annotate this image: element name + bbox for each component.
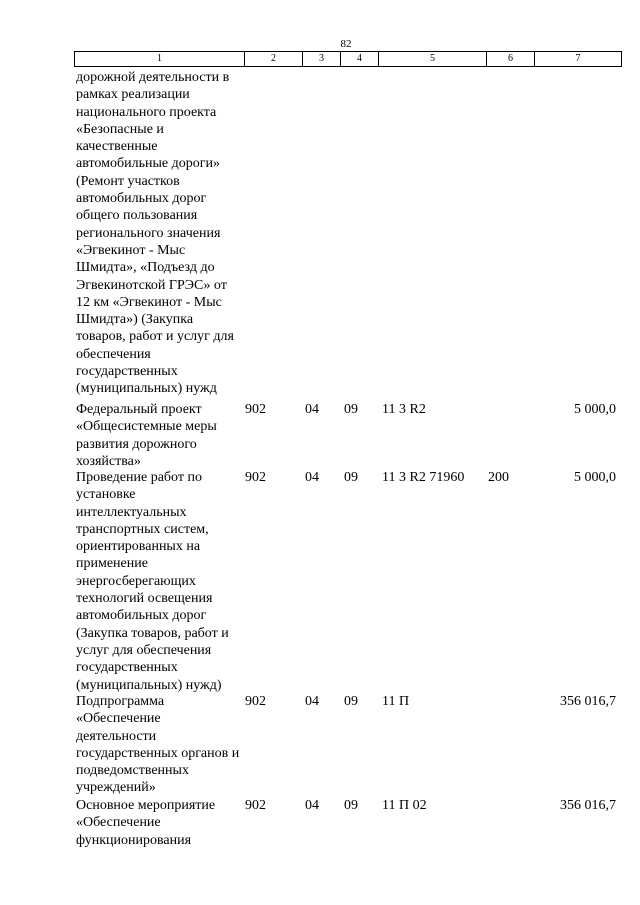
row-amount: 5 000,0 [574,402,616,417]
row-subsection: 09 [344,694,358,709]
row-name: Основное мероприятие «Обеспечение функционирования [76,798,216,848]
page-number: 82 [340,38,352,50]
row-name: дорожной деятельности в рамках реализации национального проекта «Безопасные и качественные автомобильные дороги» (Ремонт участков автомобильных дорог общего пользования регионального значения «Эгвекинот - Мыс Шмидта», «Подъезд до Эгвекинотской ГРЭС» от 12 км «Эгвекинот - Мыс Шмидта») (Закупка товаров, работ и услуг для обеспечения государственных (муниципальных) нужд [76,70,234,397]
table-header [74,51,622,67]
row-subsection: 09 [344,798,358,813]
row-target: 11 3 R2 [382,402,426,417]
row-name: Федеральный проект «Общесистемные меры развития дорожного хозяйства» [76,402,217,469]
row-amount: 5 000,0 [574,470,616,485]
row-section: 04 [305,402,319,417]
row-subsection: 09 [344,402,358,417]
row-name: Подпрограмма «Обеспечение деятельности государственных органов и подведомственных учреждений» [76,694,240,796]
header-col-2: 2 [245,52,303,66]
row-target: 11 П 02 [382,798,427,813]
header-col-6: 6 [487,52,535,66]
row-section: 04 [305,470,319,485]
header-col-7: 7 [575,53,581,64]
row-amount: 356 016,7 [560,798,616,813]
header-col-1: 1 [75,52,245,66]
header-col-4: 4 [341,52,379,66]
row-target: 11 П [382,694,410,709]
row-expense-type: 200 [488,470,509,485]
header-col-3: 3 [303,52,341,66]
row-target: 11 3 R2 71960 [382,470,465,485]
row-section: 04 [305,798,319,813]
row-ministry: 902 [245,402,266,417]
row-name: Проведение работ по установке интеллектуальных транспортных систем, ориентированных на применение энергосберегающих технологий освещения автомобильных дорог (Закупка товаров, работ и услуг для обеспечения государственных (муниципальных) нужд) [76,470,229,693]
row-ministry: 902 [245,470,266,485]
row-subsection: 09 [344,470,358,485]
row-ministry: 902 [245,798,266,813]
row-section: 04 [305,694,319,709]
header-col-5: 5 [379,52,487,66]
row-ministry: 902 [245,694,266,709]
row-amount: 356 016,7 [560,694,616,709]
